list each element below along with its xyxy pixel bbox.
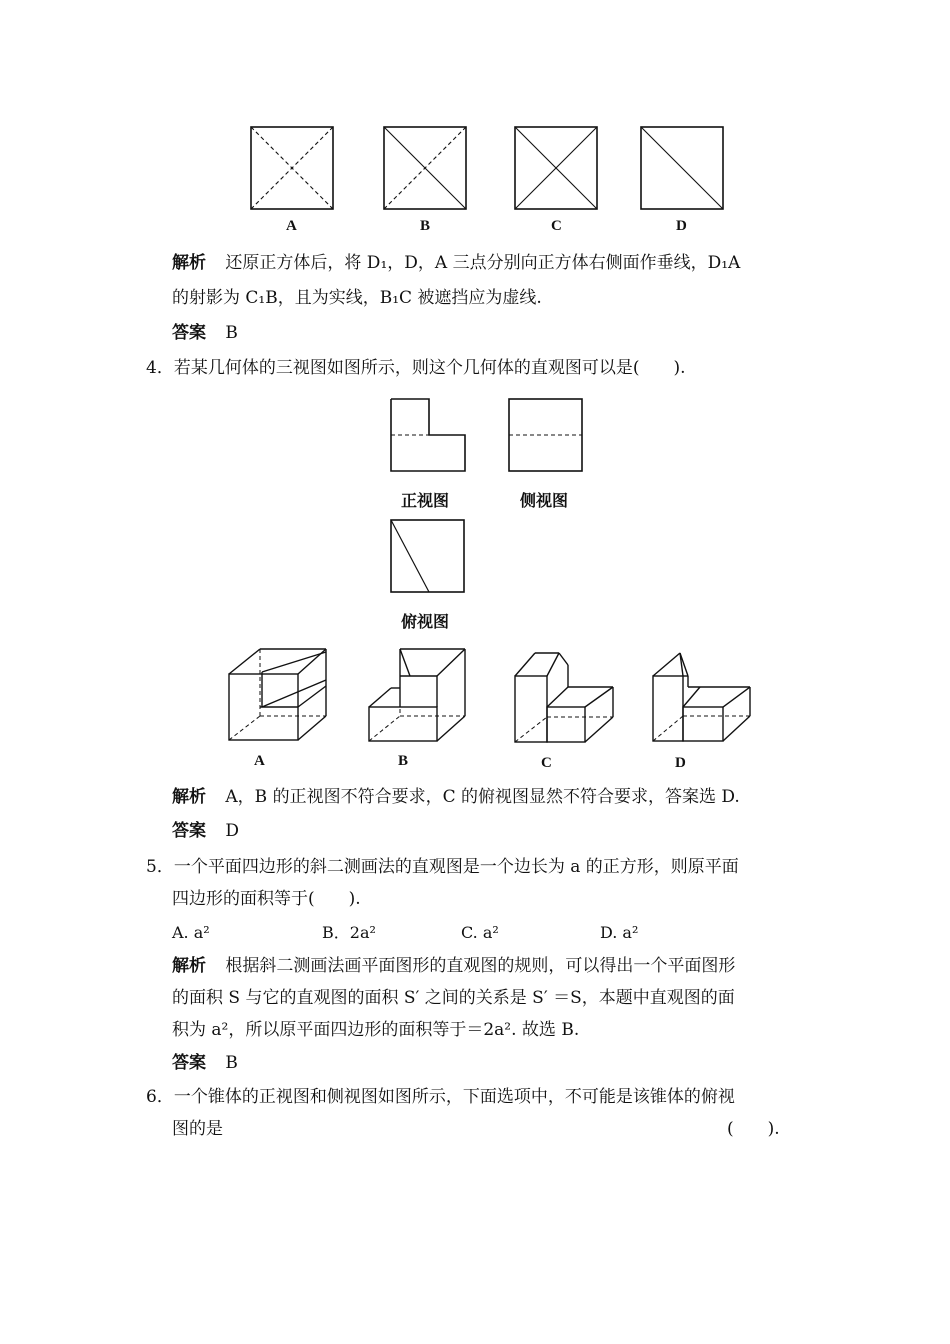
q4-option-b-label: B bbox=[398, 753, 409, 769]
q5-option-d: D. a² bbox=[600, 923, 639, 942]
question-5-stem: 四边形的面积等于( ). bbox=[172, 889, 361, 909]
analysis-label: 解析 bbox=[172, 787, 206, 807]
answer-paren: ( ). bbox=[727, 1119, 780, 1139]
q4-front-view-figure bbox=[391, 399, 465, 471]
answer-label: 答案 bbox=[172, 821, 206, 841]
analysis-text: 积为 a²，所以原平面四边形的面积等于＝2a². 故选 B. bbox=[172, 1020, 580, 1040]
q5-option-a: A. a² bbox=[172, 923, 210, 942]
q3-option-c-label: C bbox=[551, 218, 562, 234]
q3-option-c-figure bbox=[515, 127, 597, 209]
q3-option-a-label: A bbox=[286, 218, 297, 234]
q5-option-c: C. a² bbox=[461, 923, 499, 942]
answer-label: 答案 bbox=[172, 323, 206, 343]
side-view-caption: 侧视图 bbox=[520, 491, 569, 510]
answer-label: 答案 bbox=[172, 1053, 206, 1073]
front-view-caption: 正视图 bbox=[401, 491, 450, 510]
analysis-text: 的面积 S 与它的直观图的面积 S′ 之间的关系是 S′ ＝S，本题中直观图的面 bbox=[172, 988, 735, 1008]
answer-value: B bbox=[225, 1053, 238, 1073]
q3-option-d-figure bbox=[641, 127, 723, 209]
q3-option-b-label: B bbox=[420, 218, 431, 234]
q5-option-b: B．2a² bbox=[322, 923, 376, 942]
analysis-text: A，B 的正视图不符合要求，C 的俯视图显然不符合要求，答案选 D. bbox=[225, 787, 740, 807]
q3-option-a-figure bbox=[251, 127, 333, 209]
q4-option-d-label: D bbox=[675, 755, 686, 771]
q4-option-c-figure bbox=[515, 653, 613, 742]
question-4-stem: 4．若某几何体的三视图如图所示，则这个几何体的直观图可以是( ). bbox=[146, 358, 686, 378]
analysis-label: 解析 bbox=[172, 956, 206, 976]
q4-option-a-label: A bbox=[254, 753, 265, 769]
question-5-stem: 5．一个平面四边形的斜二测画法的直观图是一个边长为 a 的正方形，则原平面 bbox=[146, 857, 739, 877]
analysis-text: 的射影为 C₁B，且为实线，B₁C 被遮挡应为虚线. bbox=[172, 288, 542, 308]
question-6-stem: 图的是 bbox=[172, 1119, 223, 1139]
q4-option-d-figure bbox=[653, 653, 750, 741]
q4-option-a-figure bbox=[229, 649, 326, 740]
answer-value: B bbox=[225, 323, 238, 343]
answer-value: D bbox=[225, 821, 240, 841]
q4-option-c-label: C bbox=[541, 755, 552, 771]
q4-side-view-figure bbox=[509, 399, 582, 471]
analysis-text: 根据斜二测画法画平面图形的直观图的规则，可以得出一个平面图形 bbox=[225, 956, 736, 976]
q3-option-d-label: D bbox=[676, 218, 687, 234]
question-6-stem: 6．一个锥体的正视图和侧视图如图所示，下面选项中，不可能是该锥体的俯视 bbox=[146, 1087, 735, 1107]
q3-option-b-figure bbox=[384, 127, 466, 209]
q4-option-b-figure bbox=[369, 649, 465, 741]
q4-top-view-figure bbox=[391, 520, 464, 592]
top-view-caption: 俯视图 bbox=[401, 612, 450, 631]
analysis-label: 解析 bbox=[172, 253, 206, 273]
analysis-text: 还原正方体后，将 D₁，D，A 三点分别向正方体右侧面作垂线，D₁A bbox=[225, 253, 741, 273]
